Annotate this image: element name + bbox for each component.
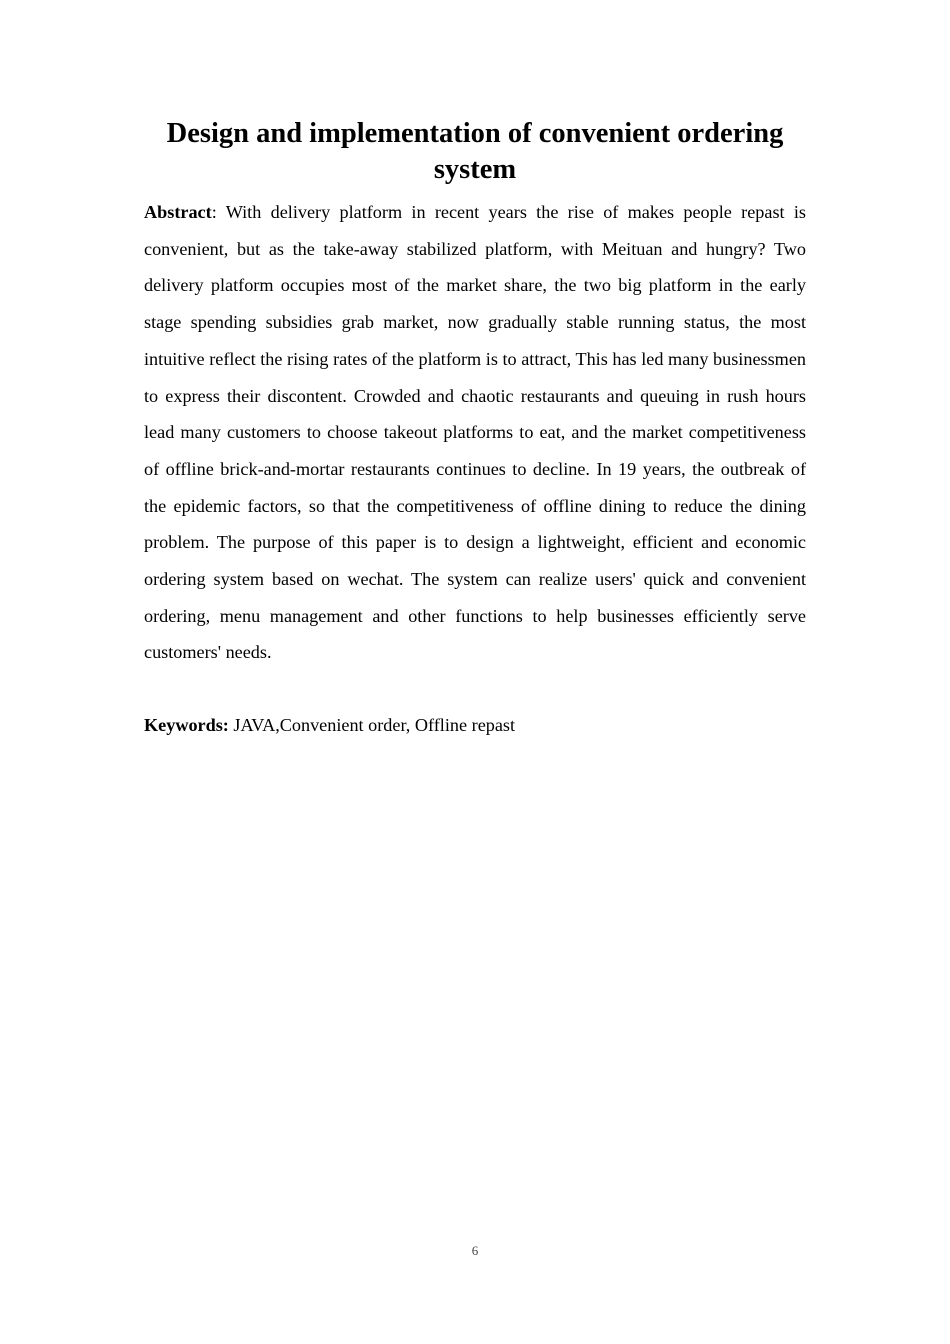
keywords-line: [144, 707, 806, 744]
paper-title: Design and implementation of convenient ordering system: [166, 118, 784, 185]
page-content: [144, 116, 806, 744]
abstract-label: Abstract: [144, 202, 212, 222]
abstract-text: : With delivery platform in recent years the rise of makes people repast is convenient, but as the take-away stabilized platform, with Meituan and hungry? Two delivery platform occupies most of the market share, the two big platform in the early stage spending subsidies grab market, now gradually stable running status, the most intuitive reflect the rising rates of the platform is to attract, This has led many businessmen to express their discontent. Crowded and chaotic restaurants and queuing in rush hours lead many customers to choose takeout platforms to eat, and the market competitiveness of offline brick-and-mortar restaurants continues to decline. In 19 years, the outbreak of the epidemic factors, so that the competitiveness of offline dining to reduce the dining problem. The purpose of this paper is to design a lightweight, efficient and economic ordering system based on wechat. The system can realize users' quick and convenient ordering, menu management and other functions to help businesses efficiently serve customers' needs.: [144, 202, 806, 663]
keywords-text: JAVA,Convenient order, Offline repast: [228, 715, 516, 736]
keywords-label: Keywords:: [144, 715, 229, 736]
abstract-paragraph: [144, 194, 806, 671]
page-number: 6: [471, 1243, 479, 1258]
